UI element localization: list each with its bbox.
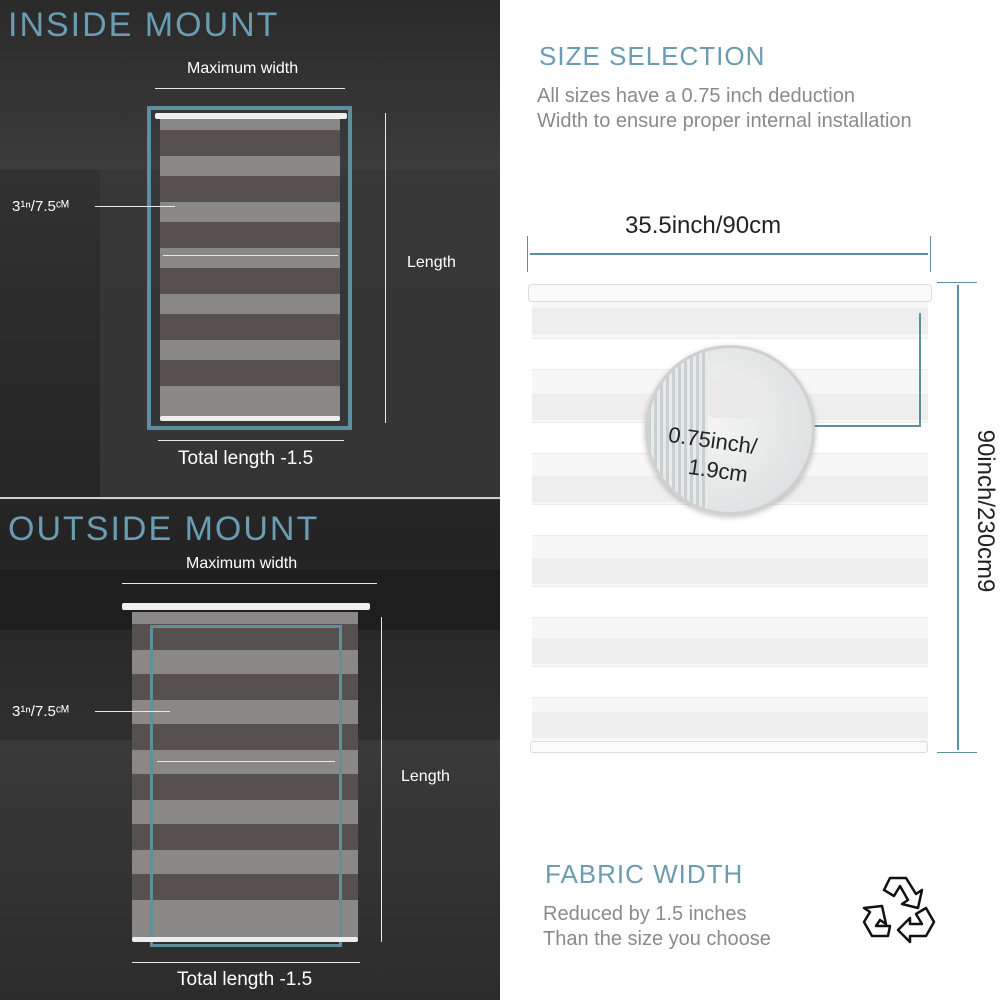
white-blind-top-rail <box>528 284 932 302</box>
inside-total-line <box>158 440 344 441</box>
outside-length-line <box>381 617 382 942</box>
outside-max-width-line <box>122 583 377 584</box>
fabric-width-title: FABRIC WIDTH <box>545 859 744 889</box>
outside-top-rail <box>122 603 370 610</box>
inside-blind <box>160 118 340 420</box>
inside-max-width-line <box>155 88 345 89</box>
detail-callout-line-vertical <box>919 313 921 427</box>
recycle-icon <box>860 872 940 948</box>
inside-length-line <box>385 113 386 423</box>
width-arrow-right-tick <box>930 236 931 272</box>
size-selection-title: SIZE SELECTION <box>539 41 766 71</box>
outside-slat-pointer <box>95 711 170 712</box>
height-arrow-top-tick <box>937 282 977 283</box>
white-blind-bottom-rail <box>530 741 928 753</box>
outside-slat-label: 3¹ⁿ/7.5ᶜᴹ <box>12 703 69 720</box>
fabric-width-line-2: Than the size you choose <box>543 928 771 950</box>
outside-bottom-rail <box>132 937 358 942</box>
fabric-width-line-1: Reduced by 1.5 inches <box>543 903 747 925</box>
height-measure-label: 90inch/230cm9 <box>972 429 999 593</box>
section-divider <box>0 497 500 499</box>
outside-mount-title: OUTSIDE MOUNT <box>8 510 320 548</box>
inside-slat-pointer <box>95 206 175 207</box>
size-selection-line-1: All sizes have a 0.75 inch deduction <box>537 85 855 107</box>
inside-slat-label: 3¹ⁿ/7.5ᶜᴹ <box>12 198 69 215</box>
width-measure-label: 35.5inch/90cm <box>625 212 782 239</box>
detail-callout-line <box>810 425 920 427</box>
outside-total-label: Total length -1.5 <box>177 969 313 990</box>
outside-length-label: Length <box>401 768 450 785</box>
detail-label-line-1: 0.75inch/ <box>666 421 759 460</box>
height-arrow <box>957 285 959 750</box>
inside-total-label: Total length -1.5 <box>178 448 314 469</box>
outside-max-width-label: Maximum width <box>186 555 298 572</box>
inside-mount-title: INSIDE MOUNT <box>8 6 280 44</box>
height-arrow-bottom-tick <box>937 752 977 753</box>
inside-max-width-label: Maximum width <box>187 60 299 77</box>
detail-label-line-2: 1.9cm <box>686 453 750 488</box>
size-selection-line-2: Width to ensure proper internal installation <box>537 110 912 132</box>
inside-bottom-rail <box>160 416 340 421</box>
outside-width-arrow <box>157 761 335 762</box>
inside-top-rail <box>155 113 347 119</box>
inside-width-arrow <box>163 255 338 256</box>
width-arrow <box>530 253 928 255</box>
width-arrow-left-tick <box>527 236 528 272</box>
inside-length-label: Length <box>407 254 456 271</box>
outside-window-frame <box>150 625 342 947</box>
outside-total-line <box>132 962 360 963</box>
